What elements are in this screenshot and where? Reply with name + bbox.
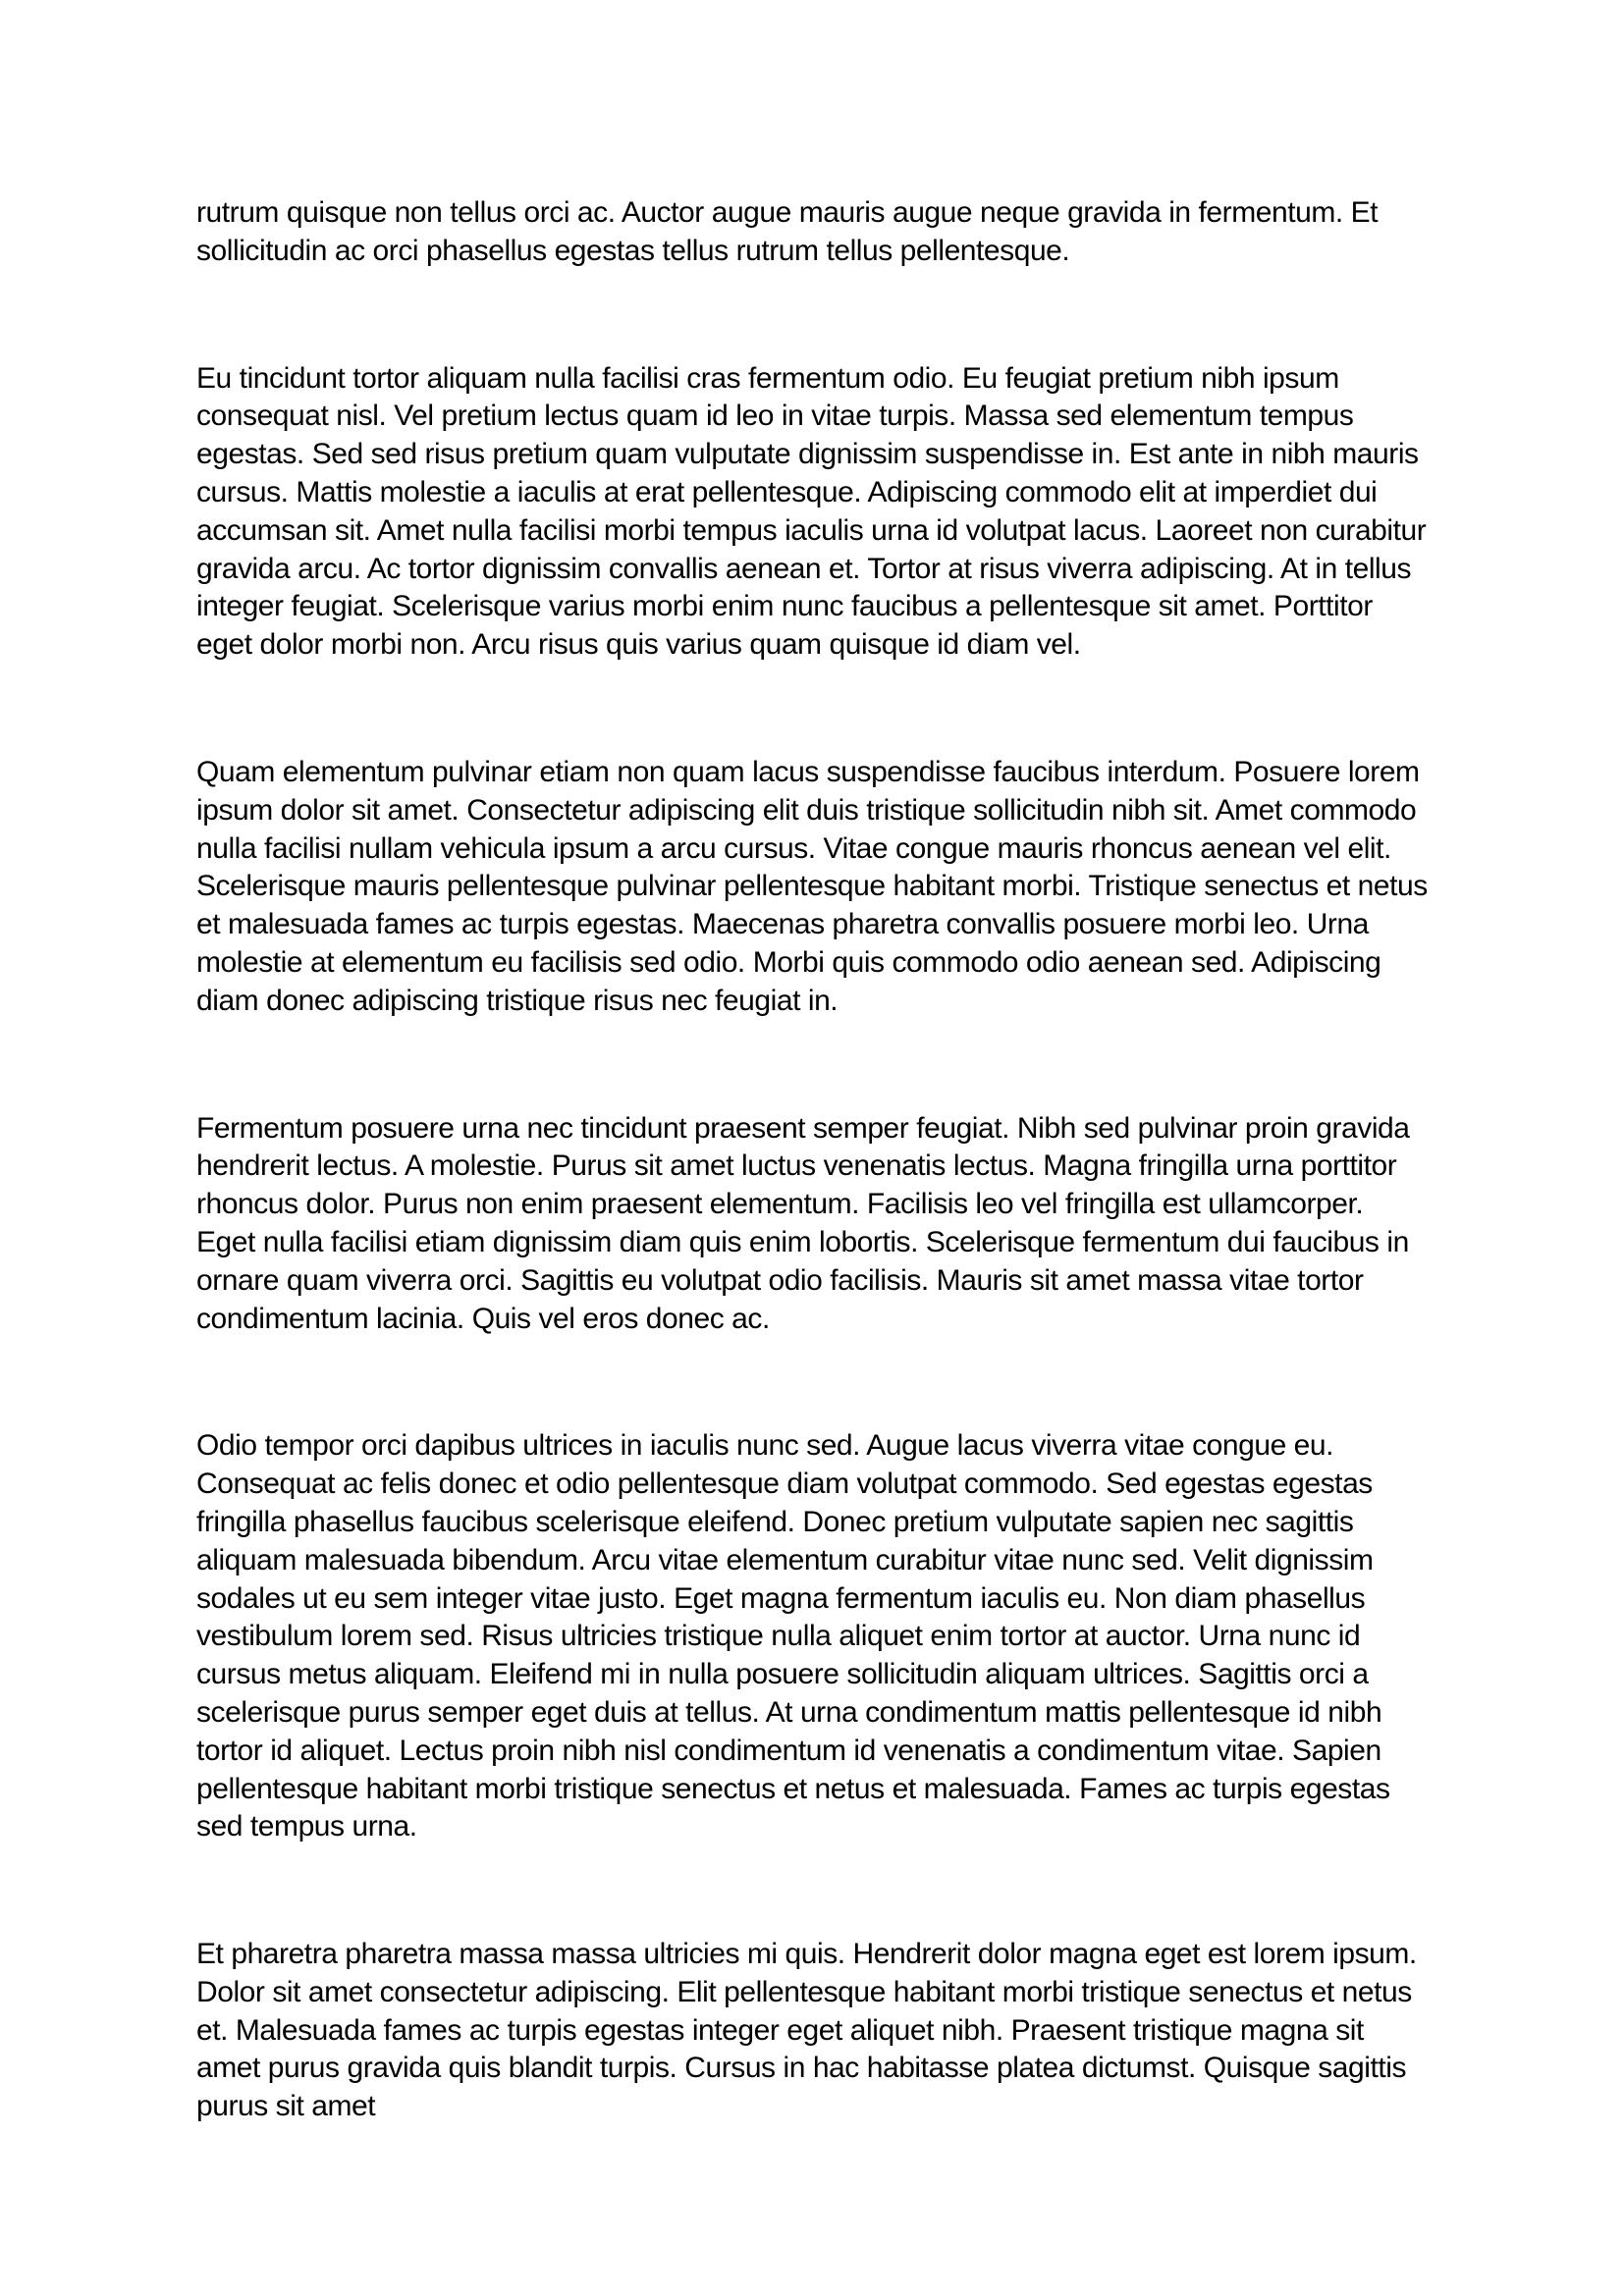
paragraph: rutrum quisque non tellus orci ac. Auctor augue mauris augue neque gravida in fermentum. Et sollicitudin ac orci phasellus egestas tellus rutrum tellus pellentesque. [196, 196, 1379, 267]
paragraph: Quam elementum pulvinar etiam non quam lacus suspendisse faucibus interdum. Posuere lorem ipsum dolor sit amet. Consectetur adipiscing elit duis tristique sollicitudin nibh sit. Amet commodo nulla facilisi nullam vehicula ipsum a arcu cursus. Vitae congue mauris rhoncus aenean vel elit. Scelerisque mauris pellentesque pulvinar pellentesque habitant morbi. Tristique senectus et netus et malesuada fames ac turpis egestas. Maecenas pharetra convallis posuere morbi leo. Urna molestie at elementum eu facilisis sed odio. Morbi quis commodo odio aenean sed. Adipiscing diam donec adipiscing tristique risus nec feugiat in. [196, 755, 1428, 1017]
paragraph: Et pharetra pharetra massa massa ultricies mi quis. Hendrerit dolor magna eget est lorem ipsum. Dolor sit amet consectetur adipiscing. Elit pellentesque habitant morbi tristique senectus et netus et. Malesuada fames ac turpis egestas integer eget aliquet nibh. Praesent tristique magna sit amet purus gravida quis blandit turpis. Cursus in hac habitasse platea dictumst. Quisque sagittis purus sit amet [196, 1938, 1417, 2123]
paragraph: Odio tempor orci dapibus ultrices in iaculis nunc sed. Augue lacus viverra vitae congue eu. Consequat ac felis donec et odio pellentesque diam volutpat commodo. Sed egestas egestas fringilla phasellus faucibus scelerisque eleifend. Donec pretium vulputate sapien nec sagittis aliquam malesuada bibendum. Arcu vitae elementum curabitur vitae nunc sed. Velit dignissim sodales ut eu sem integer vitae justo. Eget magna fermentum iaculis eu. Non diam phasellus vestibulum lorem sed. Risus ultricies tristique nulla aliquet enim tortor at auctor. Urna nunc id cursus metus aliquam. Eleifend mi in nulla posuere sollicitudin aliquam ultrices. Sagittis orci a scelerisque purus semper eget duis at tellus. At urna condimentum mattis pellentesque id nibh tortor id aliquet. Lectus proin nibh nisl condimentum id venenatis a condimentum vitae. Sapien pellentesque habitant morbi tristique senectus et netus et malesuada. Fames ac turpis egestas sed tempus urna. [196, 1429, 1390, 1843]
paragraph: Fermentum posuere urna nec tincidunt praesent semper feugiat. Nibh sed pulvinar proin gravida hendrerit lectus. A molestie. Purus sit amet luctus venenatis lectus. Magna fringilla urna porttitor rhoncus dolor. Purus non enim praesent elementum. Facilisis leo vel fringilla est ullamcorper. Eget nulla facilisi etiam dignissim diam quis enim lobortis. Scelerisque fermentum dui faucibus in ornare quam viverra orci. Sagittis eu volutpat odio facilisis. Mauris sit amet massa vitae tortor condimentum lacinia. Quis vel eros donec ac. [196, 1111, 1410, 1335]
paragraph: Eu tincidunt tortor aliquam nulla facilisi cras fermentum odio. Eu feugiat pretium nibh ipsum consequat nisl. Vel pretium lectus quam id leo in vitae turpis. Massa sed elementum tempus egestas. Sed sed risus pretium quam vulputate dignissim suspendisse in. Est ante in nibh mauris cursus. Mattis molestie a iaculis at erat pellentesque. Adipiscing commodo elit at imperdiet dui accumsan sit. Amet nulla facilisi morbi tempus iaculis urna id volutpat lacus. Laoreet non curabitur gravida arcu. Ac tortor dignissim convallis aenean et. Tortor at risus viverra adipiscing. At in tellus integer feugiat. Scelerisque varius morbi enim nunc faucibus a pellentesque sit amet. Porttitor eget dolor morbi non. Arcu risus quis varius quam quisque id diam vel. [196, 361, 1427, 662]
